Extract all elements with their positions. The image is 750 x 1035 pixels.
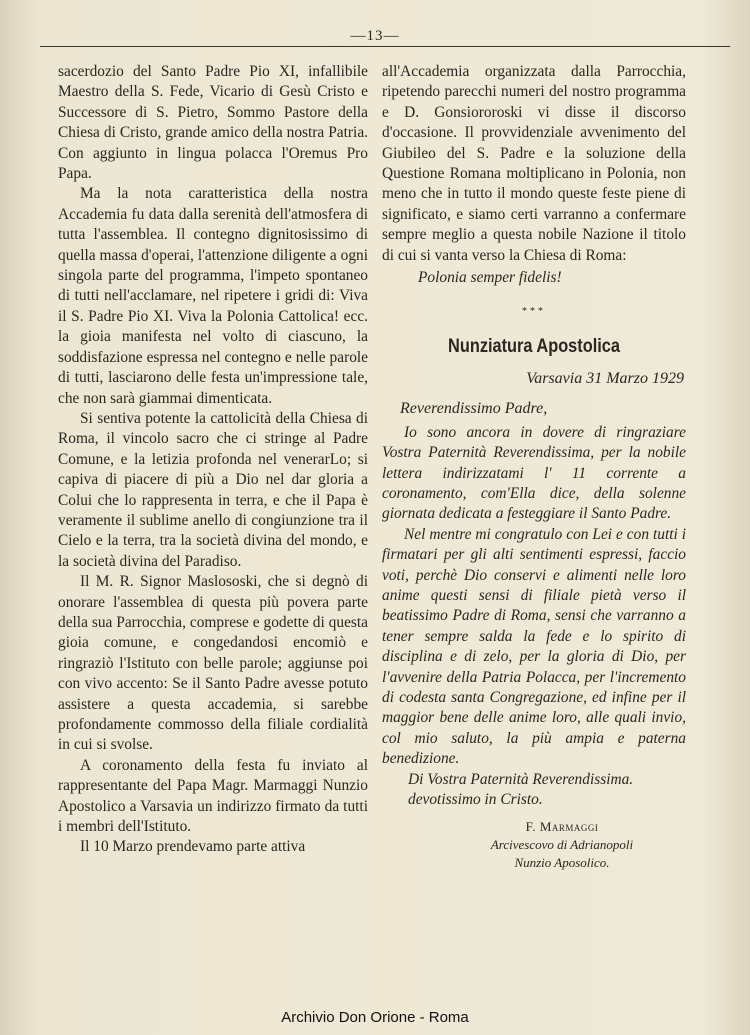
signature-title: Nunzio Aposolico. <box>514 855 610 871</box>
paragraph: sacerdozio del Santo Padre Pio XI, infallibile Maestro della S. Fede, Vicario di Gesù Cristo e Successore di S. Pietro, Sommo Pastore della Chiesa di Cristo, grande amico della nostra Patria. Con aggiunto in lingua polacca l'Oremus Pro Papa. <box>58 63 368 183</box>
paragraph: Il 10 Marzo prendevamo parte attiva <box>80 838 306 856</box>
paragraph: Il M. R. Signor Maslososki, che si degnò di onorare l'assemblea di questa più povera parte della sua Parrocchia, comprese e godette di questa gioia comune, e congedandosi encomiò e ringraziò l'Istituto con belle parole; aggiunse poi con vivo accento: Se il Santo Padre avesse potuto assistere a questa accademia, si sarebbe profondamente commosso della filiale cordialità in cui si svolse. <box>58 573 368 754</box>
motto: Polonia semper fidelis! <box>418 269 562 287</box>
letter-closing: Di Vostra Paternità Reverendissima. <box>408 770 634 788</box>
page-number: —13— <box>350 28 400 44</box>
paragraph: Ma la nota caratteristica della nostra Accademia fu data dalla serenità dell'atmosfera di tutta l'assemblea. Il contegno dignitosissimo di quella massa d'operai, l'attenzione diligente a ogni singola parte del programma, l'impeto spontaneo di tutti nell'acclamare, nel ripetere i gridi di: Viva il S. Padre Pio XI. Viva la Polonia Cattolica! ecc. la gioia manifesta nel volto di ciascuno, la soddisfazione espressa nel contegno e nelle parole di tutti, lasciarono delle festa un'impressione tale, che non sarà giammai dimenticata. <box>58 185 368 407</box>
letter-closing: devotissimo in Cristo. <box>408 791 543 808</box>
paragraph: Si sentiva potente la cattolicità della Chiesa di Roma, il vincolo sacro che ci stringe al Padre Comune, e la letizia profonda nel venerarLo; si capiva di piacere di più a Dio nel dar gloria a Colui che lo rappresenta in terra, e che il Papa è veramente il sublime anello di congiunzione tra il Cielo e la terra, tra la società divina del mondo, e la società divina del Paradiso. <box>58 409 368 570</box>
letter-paragraph: Io sono ancora in dovere di ringraziare Vostra Paternità Reverendissima, per la nobile lettera indirizzatami l' 11 corrente a coronamento, com'Ella dice, della solenne giornata dedicata a festeggiare il Santo Padre. <box>382 423 686 523</box>
section-separator: *** <box>522 306 546 318</box>
section-heading: Nunziatura Apostolica <box>448 335 620 357</box>
signature-block <box>382 818 686 872</box>
paragraph: A coronamento della festa fu inviato al rappresentante del Papa Magr. Marmaggi Nunzio Apostolico a Varsavia un indirizzo firmato da tutti i membri dell'Istituto. <box>58 756 368 836</box>
letter-salutation: Reverendissimo Padre, <box>400 400 548 418</box>
nunciature-letter <box>382 369 686 873</box>
archive-footer: Archivio Don Orione - Roma <box>281 1009 469 1026</box>
signature-name: F. Marmaggi <box>525 819 599 835</box>
letter-paragraph: Nel mentre mi congratulo con Lei e con tutti i firmatari per gli alti sentimenti espressi, faccio voti, perchè Dio conservi e alimenti nelle loro anime questi sensi di filiale pietà verso il beatissimo Padre di Roma, sensi che varranno a tener sempre salda la fede e lo spirito di disciplina e di zelo, per la gloria di Dio, per l'avvenire della Patria Polacca, per l'incremento di codesta santa Congregazione, ed infine per il maggior bene delle anime loro, alle quali invio, col mio saluto, la più ampia e paterna benedizione. <box>382 525 686 768</box>
right-column <box>382 62 686 872</box>
left-column <box>58 62 368 858</box>
paragraph: all'Accademia organizzata dalla Parrocchia, ripetendo parecchi numeri del nostro programma e D. Gonsiororoski vi disse il discorso d'occasione. Il provvidenziale avvenimento del Giubileo del S. Padre e la soluzione della Questione Romana moltiplicano in Polonia, non meno che in tutto il mondo queste feste piene di significato, e siamo certi varranno a confermare sempre meglio a questa nobile Nazione il titolo di cui si vanta verso la Chiesa di Roma: <box>382 63 686 264</box>
signature-title: Arcivescovo di Adrianopoli <box>490 837 634 853</box>
letter-date: Varsavia 31 Marzo 1929 <box>526 369 684 387</box>
header-rule <box>40 46 730 47</box>
